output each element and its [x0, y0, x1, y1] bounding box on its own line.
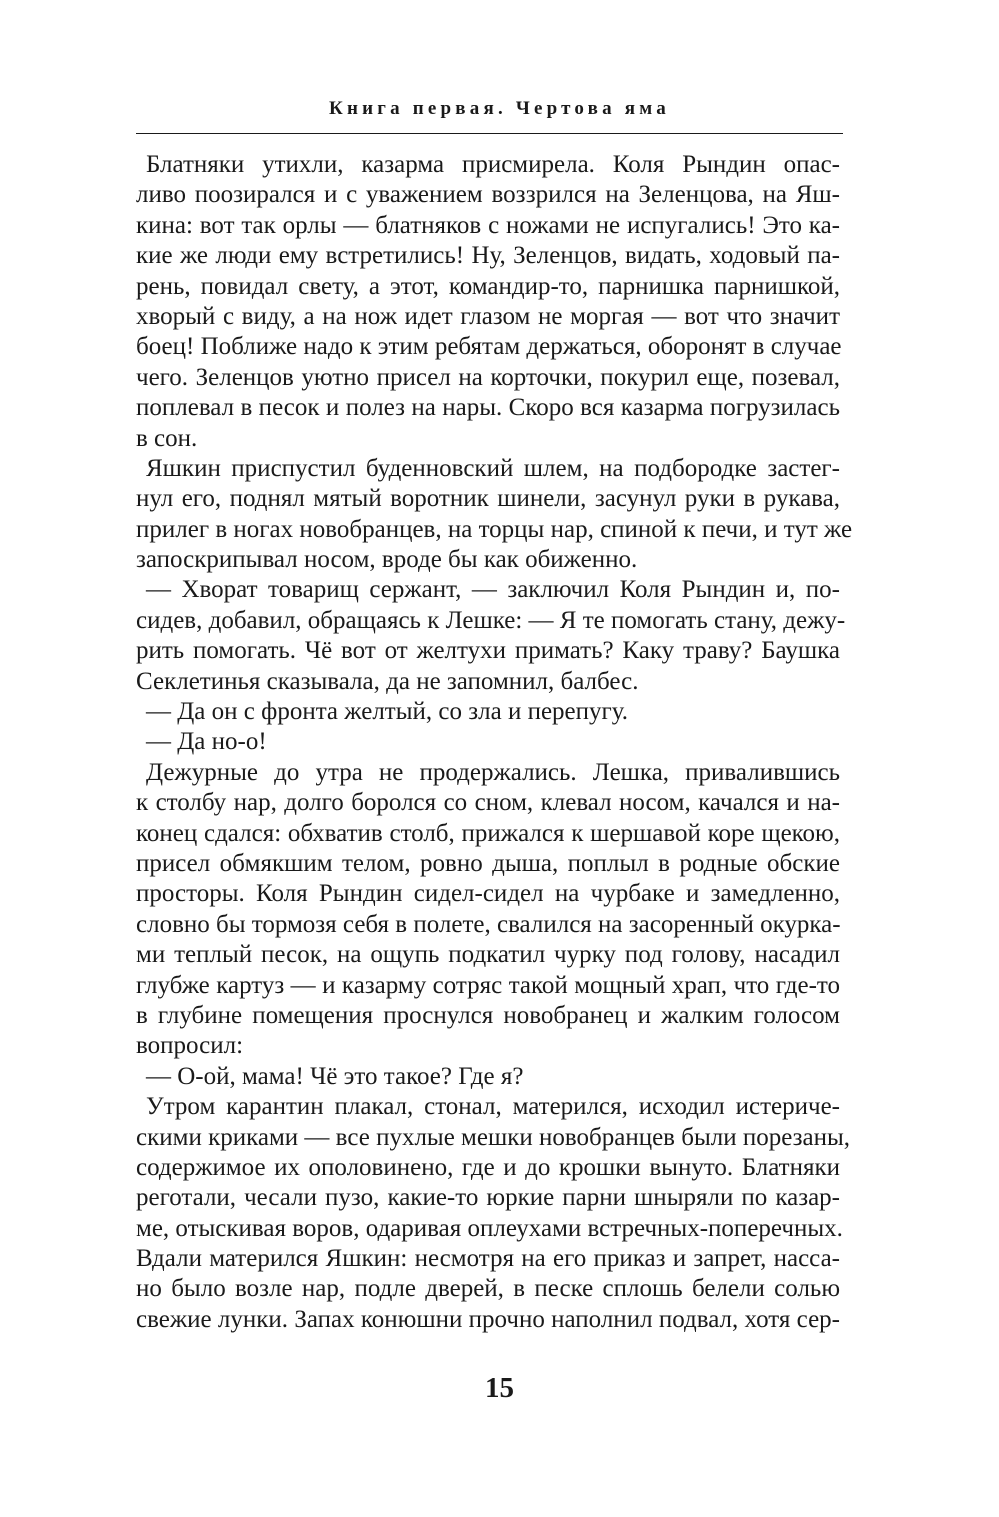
text-line: — О-ой, мама! Чё это такое? Где я? — [146, 1062, 524, 1090]
text-line: прилег в ногах новобранцев, на торцы нар, спиной к печи, и тут же — [136, 515, 853, 543]
text-line: к столбу нар, долго боролся со сном, клевал носом, качался и на- — [136, 789, 840, 817]
running-head: Книга первая. Чертова яма — [329, 98, 670, 119]
text-line: боец! Поближе надо к этим ребятам держаться, оборонят в случае — [136, 333, 842, 361]
text-line: реготали, чесали пузо, какие-то юркие парни шныряли по казар- — [136, 1184, 840, 1212]
text-line: свежие лунки. Запах конюшни прочно наполнил подвал, хотя сер- — [136, 1305, 840, 1333]
text-line: запоскрипывал носом, вроде бы как обиженно. — [136, 546, 638, 574]
text-line: нул его, поднял мятый воротник шинели, засунул руки в рукава, — [136, 485, 840, 513]
text-line: Секлетинья сказывала, да не запомнил, балбес. — [136, 667, 639, 695]
text-line: Дежурные до утра не продержались. Лешка, привалившись — [146, 758, 840, 786]
text-line: рить помогать. Чё вот от желтухи примать? Каку траву? Баушка — [136, 637, 840, 665]
text-line: но было возле нар, подле дверей, в песке сплошь белели солью — [136, 1275, 840, 1303]
text-line: глубже картуз — и казарму сотряс такой мощный храп, что где-то — [136, 971, 840, 999]
text-line: рень, повидал свету, а этот, командир-то, парнишка парнишкой, — [136, 272, 840, 300]
text-line: ме, отыскивая воров, одаривая оплеухами встречных-поперечных. — [136, 1214, 843, 1242]
text-line: Яшкин приспустил буденновский шлем, на подбородке застег- — [146, 454, 840, 482]
text-line: ми теплый песок, на ощупь подкатил чурку под голову, насадил — [136, 941, 840, 969]
text-line: присел обмякшим телом, ровно дыша, поплыл в родные обские — [136, 849, 840, 877]
text-line: в сон. — [136, 424, 198, 452]
text-line: вопросил: — [136, 1032, 244, 1060]
header-rule — [136, 133, 843, 134]
text-line: в глубине помещения проснулся новобранец и жалким голосом — [136, 1001, 840, 1029]
text-line: — Да но-о! — [146, 728, 267, 756]
text-line: конец сдался: обхватив столб, прижался к шершавой коре щекою, — [136, 819, 840, 847]
text-line: — Да он с фронта желтый, со зла и перепугу. — [146, 698, 629, 726]
text-line: Вдали матерился Яшкин: несмотря на его приказ и запрет, насса- — [136, 1245, 840, 1273]
text-line: содержимое их ополовинено, где и до крошки вынуто. Блатняки — [136, 1153, 840, 1181]
page-number: 15 — [485, 1372, 514, 1404]
text-line: хворый с виду, а на нож идет глазом не моргая — вот что значит — [136, 302, 840, 330]
text-line: чего. Зеленцов уютно присел на корточки, покурил еще, позевал, — [136, 363, 840, 391]
text-line: скими криками — все пухлые мешки новобранцев были порезаны, — [136, 1123, 851, 1151]
text-line: ливо поозирался и с уважением воззрился на Зеленцова, на Яш- — [136, 181, 840, 209]
text-line: кие же люди ему встретились! Ну, Зеленцов, видать, ходовый па- — [136, 242, 840, 270]
body-text — [136, 150, 853, 1335]
text-line: Блатняки утихли, казарма присмирела. Коля Рындин опас- — [146, 151, 840, 178]
text-line: сидев, добавил, обращаясь к Лешке: — Я те помогать стану, дежу- — [136, 606, 846, 634]
text-line: просторы. Коля Рындин сидел-сидел на чурбаке и замедленно, — [136, 880, 840, 908]
text-line: кина: вот так орлы — блатняков с ножами не испугались! Это ка- — [136, 211, 840, 239]
text-line: поплевал в песок и полез на нары. Скоро вся казарма погрузилась — [136, 394, 840, 422]
text-line: словно бы тормозя себя в полете, свалился на засоренный окурка- — [136, 910, 841, 938]
text-line: — Хворат товарищ сержант, — заключил Коля Рындин и, по- — [146, 576, 840, 604]
text-line: Утром карантин плакал, стонал, матерился, исходил истериче- — [146, 1093, 840, 1121]
